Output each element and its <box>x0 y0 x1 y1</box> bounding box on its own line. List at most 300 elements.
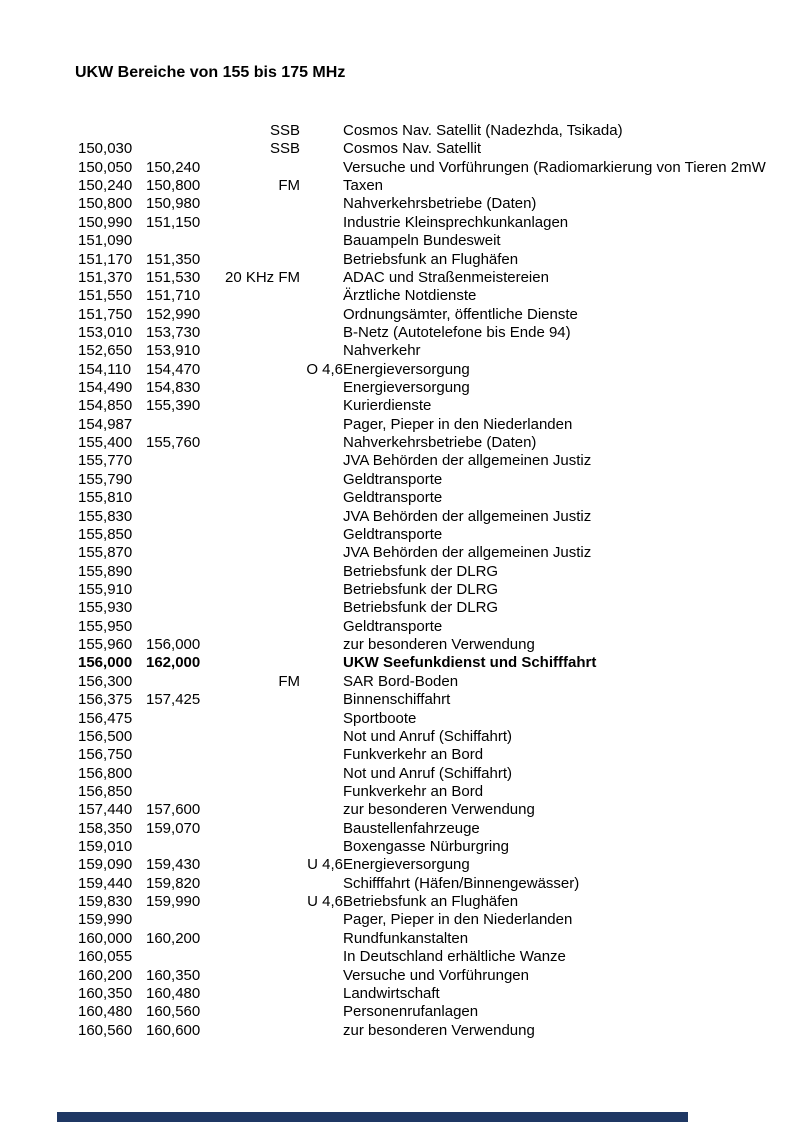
frequency-table <box>78 122 793 1040</box>
description: Bauampeln Bundesweit <box>343 232 501 250</box>
freq-end: 150,980 <box>146 195 201 213</box>
freq-end: 160,600 <box>146 1021 201 1039</box>
mode: 20 KHz FM <box>224 268 300 286</box>
note <box>300 563 343 581</box>
table-row <box>78 251 793 269</box>
note <box>300 342 343 360</box>
description: Geldtransporte <box>343 470 443 488</box>
freq-end: 157,425 <box>146 691 201 709</box>
table-row <box>78 159 793 177</box>
freq-start: 160,000 <box>78 929 133 947</box>
note <box>300 508 343 526</box>
freq-start: 159,440 <box>78 874 133 892</box>
description: Schifffahrt (Häfen/Binnengewässer) <box>343 874 580 892</box>
freq-start: 155,950 <box>78 617 133 635</box>
freq-start: 155,910 <box>78 580 133 598</box>
note <box>300 122 343 140</box>
mode <box>218 563 300 581</box>
freq-end: 151,150 <box>146 213 201 231</box>
table-row <box>78 801 793 819</box>
mode <box>218 765 300 783</box>
note <box>300 783 343 801</box>
description: SAR Bord-Boden <box>343 672 459 690</box>
description: zur besonderen Verwendung <box>343 636 535 654</box>
freq-end: 160,560 <box>146 1003 201 1021</box>
mode: FM <box>278 177 300 195</box>
description: UKW Seefunkdienst und Schifffahrt <box>343 654 597 672</box>
table-row <box>78 618 793 636</box>
table-row <box>78 930 793 948</box>
description: Betriebsfunk der DLRG <box>343 562 499 580</box>
mode <box>218 801 300 819</box>
description: Geldtransporte <box>343 489 443 507</box>
table-row <box>78 838 793 856</box>
freq-end: 155,760 <box>146 434 201 452</box>
mode <box>218 434 300 452</box>
freq-end <box>146 544 218 562</box>
freq-start: 155,890 <box>78 562 133 580</box>
freq-end <box>146 618 218 636</box>
description: Ordnungsämter, öffentliche Dienste <box>343 305 578 323</box>
freq-end <box>146 232 218 250</box>
description: Pager, Pieper in den Niederlanden <box>343 415 573 433</box>
description: B-Netz (Autotelefone bis Ende 94) <box>343 323 571 341</box>
freq-end: 153,730 <box>146 323 201 341</box>
table-row <box>78 287 793 305</box>
table-row <box>78 985 793 1003</box>
mode <box>218 691 300 709</box>
description: Ärztliche Notdienste <box>343 287 477 305</box>
mode <box>218 471 300 489</box>
freq-start: 159,830 <box>78 893 133 911</box>
note <box>300 324 343 342</box>
freq-end: 160,350 <box>146 966 201 984</box>
freq-end <box>146 489 218 507</box>
freq-end <box>146 673 218 691</box>
table-row <box>78 728 793 746</box>
mode <box>218 948 300 966</box>
freq-start: 160,350 <box>78 984 133 1002</box>
freq-start: 156,000 <box>78 654 133 672</box>
description: Versuche und Vorführungen (Radiomarkierung von Tieren 2mW <box>343 158 766 176</box>
freq-end <box>146 765 218 783</box>
table-row <box>78 599 793 617</box>
mode <box>218 287 300 305</box>
freq-end: 156,000 <box>146 636 201 654</box>
freq-start: 155,810 <box>78 489 133 507</box>
mode <box>218 232 300 250</box>
freq-end: 159,070 <box>146 819 201 837</box>
description: Landwirtschaft <box>343 984 440 1002</box>
table-row <box>78 875 793 893</box>
mode <box>218 489 300 507</box>
note <box>300 636 343 654</box>
table-row <box>78 783 793 801</box>
description: Boxengasse Nürburgring <box>343 838 509 856</box>
note <box>300 416 343 434</box>
note <box>300 801 343 819</box>
freq-end: 160,200 <box>146 929 201 947</box>
description: JVA Behörden der allgemeinen Justiz <box>343 544 592 562</box>
note <box>300 618 343 636</box>
freq-end <box>146 599 218 617</box>
note <box>300 710 343 728</box>
freq-end <box>146 471 218 489</box>
freq-start: 150,990 <box>78 213 133 231</box>
freq-start: 158,350 <box>78 819 133 837</box>
freq-start: 155,830 <box>78 507 133 525</box>
description: Betriebsfunk der DLRG <box>343 599 499 617</box>
freq-end <box>146 728 218 746</box>
freq-end <box>146 838 218 856</box>
freq-end: 150,240 <box>146 158 201 176</box>
description: Taxen <box>343 177 384 195</box>
table-row <box>78 856 793 874</box>
note <box>300 269 343 287</box>
table-row <box>78 140 793 158</box>
mode <box>218 544 300 562</box>
freq-start: 156,750 <box>78 746 133 764</box>
freq-start: 156,375 <box>78 691 133 709</box>
note <box>300 691 343 709</box>
table-row <box>78 820 793 838</box>
table-row <box>78 710 793 728</box>
description: ADAC und Straßenmeistereien <box>343 268 549 286</box>
freq-start: 152,650 <box>78 342 133 360</box>
note <box>300 765 343 783</box>
table-row <box>78 948 793 966</box>
note <box>300 379 343 397</box>
table-row <box>78 673 793 691</box>
freq-end <box>146 452 218 470</box>
note <box>300 967 343 985</box>
mode <box>218 159 300 177</box>
footer-bar <box>57 1112 688 1122</box>
freq-start: 159,090 <box>78 856 133 874</box>
description: zur besonderen Verwendung <box>343 801 535 819</box>
freq-start: 150,030 <box>78 140 133 158</box>
note <box>300 452 343 470</box>
freq-start: 155,770 <box>78 452 133 470</box>
note <box>300 599 343 617</box>
table-row <box>78 397 793 415</box>
note <box>300 875 343 893</box>
freq-end: 154,470 <box>146 360 201 378</box>
table-row <box>78 195 793 213</box>
table-row <box>78 177 793 195</box>
freq-start: 151,170 <box>78 250 133 268</box>
description: Energieversorgung <box>343 379 470 397</box>
description: Nahverkehr <box>343 342 421 360</box>
freq-start: 160,480 <box>78 1003 133 1021</box>
description: Nahverkehrsbetriebe (Daten) <box>343 195 537 213</box>
mode <box>218 856 300 874</box>
mode <box>218 581 300 599</box>
note <box>300 654 343 672</box>
mode <box>218 838 300 856</box>
description: JVA Behörden der allgemeinen Justiz <box>343 452 592 470</box>
mode <box>218 985 300 1003</box>
freq-start: 151,550 <box>78 287 133 305</box>
freq-start: 156,800 <box>78 764 133 782</box>
mode <box>218 618 300 636</box>
table-row <box>78 269 793 287</box>
description: Funkverkehr an Bord <box>343 746 484 764</box>
mode <box>218 397 300 415</box>
mode <box>218 911 300 929</box>
freq-end: 151,350 <box>146 250 201 268</box>
table-row <box>78 361 793 379</box>
description: Personenrufanlagen <box>343 1003 479 1021</box>
table-row <box>78 324 793 342</box>
note <box>300 287 343 305</box>
mode <box>218 654 300 672</box>
table-row <box>78 654 793 672</box>
table-row <box>78 434 793 452</box>
freq-start: 157,440 <box>78 801 133 819</box>
note: O 4,6 <box>306 360 343 378</box>
mode <box>218 361 300 379</box>
note <box>300 930 343 948</box>
note <box>300 1022 343 1040</box>
mode <box>218 746 300 764</box>
note <box>300 489 343 507</box>
mode <box>218 324 300 342</box>
freq-end <box>146 526 218 544</box>
table-row <box>78 214 793 232</box>
note <box>300 232 343 250</box>
note <box>300 526 343 544</box>
freq-end <box>146 416 218 434</box>
description: Pager, Pieper in den Niederlanden <box>343 911 573 929</box>
description: Binnenschiffahrt <box>343 691 451 709</box>
note <box>300 397 343 415</box>
table-row <box>78 1022 793 1040</box>
mode <box>218 1022 300 1040</box>
mode <box>218 195 300 213</box>
freq-end: 152,990 <box>146 305 201 323</box>
note <box>300 820 343 838</box>
mode <box>218 820 300 838</box>
table-row <box>78 379 793 397</box>
description: Not und Anruf (Schiffahrt) <box>343 727 512 745</box>
note <box>300 214 343 232</box>
freq-start: 154,850 <box>78 397 133 415</box>
freq-end: 157,600 <box>146 801 201 819</box>
description: Energieversorgung <box>343 856 470 874</box>
mode <box>218 526 300 544</box>
freq-end: 160,480 <box>146 984 201 1002</box>
table-row <box>78 342 793 360</box>
freq-end: 159,990 <box>146 893 201 911</box>
freq-start: 155,930 <box>78 599 133 617</box>
description: Versuche und Vorführungen <box>343 966 529 984</box>
table-row <box>78 563 793 581</box>
freq-start: 160,055 <box>78 948 133 966</box>
freq-start: 160,200 <box>78 966 133 984</box>
freq-end: 162,000 <box>146 654 201 672</box>
mode: FM <box>278 672 300 690</box>
table-row <box>78 544 793 562</box>
description: Cosmos Nav. Satellit <box>343 140 482 158</box>
freq-end <box>146 948 218 966</box>
mode <box>218 967 300 985</box>
table-row <box>78 232 793 250</box>
table-row <box>78 765 793 783</box>
note <box>300 177 343 195</box>
table-row <box>78 911 793 929</box>
table-row <box>78 636 793 654</box>
note <box>300 434 343 452</box>
freq-start: 150,050 <box>78 158 133 176</box>
mode <box>218 893 300 911</box>
table-row <box>78 1003 793 1021</box>
note <box>300 673 343 691</box>
freq-start: 155,850 <box>78 525 133 543</box>
table-row <box>78 967 793 985</box>
mode <box>218 379 300 397</box>
mode: SSB <box>269 140 300 158</box>
freq-end <box>146 140 218 158</box>
freq-end: 154,830 <box>146 379 201 397</box>
table-row <box>78 416 793 434</box>
description: JVA Behörden der allgemeinen Justiz <box>343 507 592 525</box>
mode: SSB <box>269 122 300 139</box>
freq-start: 156,500 <box>78 727 133 745</box>
description: Industrie Kleinsprechkunkanlagen <box>343 213 569 231</box>
table-row <box>78 746 793 764</box>
description: Geldtransporte <box>343 525 443 543</box>
note <box>300 581 343 599</box>
note <box>300 140 343 158</box>
note <box>300 911 343 929</box>
table-row <box>78 452 793 470</box>
note <box>300 159 343 177</box>
freq-end <box>146 746 218 764</box>
description: Not und Anruf (Schiffahrt) <box>343 764 512 782</box>
table-row <box>78 691 793 709</box>
freq-end: 153,910 <box>146 342 201 360</box>
note <box>300 1003 343 1021</box>
freq-end <box>146 122 218 140</box>
freq-start: 156,850 <box>78 782 133 800</box>
note <box>300 838 343 856</box>
freq-start: 159,990 <box>78 911 133 929</box>
freq-start: 155,790 <box>78 470 133 488</box>
freq-start: 160,560 <box>78 1021 133 1039</box>
mode <box>218 875 300 893</box>
description: Nahverkehrsbetriebe (Daten) <box>343 434 537 452</box>
freq-end: 151,530 <box>146 268 201 286</box>
description: Betriebsfunk an Flughäfen <box>343 250 519 268</box>
mode <box>218 710 300 728</box>
freq-start: 156,475 <box>78 709 133 727</box>
freq-start: 156,300 <box>78 672 133 690</box>
mode <box>218 306 300 324</box>
table-row <box>78 581 793 599</box>
description: Funkverkehr an Bord <box>343 782 484 800</box>
description: In Deutschland erhältliche Wanze <box>343 948 566 966</box>
description: Kurierdienste <box>343 397 432 415</box>
freq-start: 154,987 <box>78 415 133 433</box>
note: U 4,6 <box>307 856 343 874</box>
description: Betriebsfunk der DLRG <box>343 580 499 598</box>
table-row <box>78 471 793 489</box>
description: Geldtransporte <box>343 617 443 635</box>
mode <box>218 783 300 801</box>
freq-start <box>78 122 146 140</box>
freq-start: 150,240 <box>78 177 133 195</box>
note <box>300 985 343 1003</box>
page-title: UKW Bereiche von 155 bis 175 MHz <box>75 64 346 81</box>
table-row <box>78 306 793 324</box>
mode <box>218 930 300 948</box>
note: U 4,6 <box>307 893 343 911</box>
note <box>300 471 343 489</box>
table-row <box>78 893 793 911</box>
freq-end <box>146 563 218 581</box>
mode <box>218 214 300 232</box>
freq-start: 154,490 <box>78 379 133 397</box>
note <box>300 306 343 324</box>
freq-end: 159,430 <box>146 856 201 874</box>
freq-end: 151,710 <box>146 287 201 305</box>
mode <box>218 452 300 470</box>
mode <box>218 599 300 617</box>
table-row <box>78 122 793 140</box>
freq-start: 150,800 <box>78 195 133 213</box>
freq-start: 155,870 <box>78 544 133 562</box>
freq-end: 150,800 <box>146 177 201 195</box>
mode <box>218 342 300 360</box>
description: Baustellenfahrzeuge <box>343 819 480 837</box>
freq-end <box>146 508 218 526</box>
freq-start: 153,010 <box>78 323 133 341</box>
mode <box>218 728 300 746</box>
mode <box>218 508 300 526</box>
table-row <box>78 508 793 526</box>
mode <box>218 251 300 269</box>
freq-end <box>146 911 218 929</box>
note <box>300 746 343 764</box>
description: Rundfunkanstalten <box>343 929 469 947</box>
freq-start: 151,370 <box>78 268 133 286</box>
freq-start: 159,010 <box>78 838 133 856</box>
note <box>300 948 343 966</box>
note <box>300 195 343 213</box>
description: Energieversorgung <box>343 360 470 378</box>
table-row <box>78 526 793 544</box>
description: Sportboote <box>343 709 417 727</box>
freq-end: 155,390 <box>146 397 201 415</box>
freq-end <box>146 710 218 728</box>
freq-end: 159,820 <box>146 874 201 892</box>
mode <box>218 1003 300 1021</box>
description: zur besonderen Verwendung <box>343 1021 535 1039</box>
freq-start: 151,090 <box>78 232 133 250</box>
freq-start: 155,400 <box>78 434 133 452</box>
note <box>300 251 343 269</box>
table-row <box>78 489 793 507</box>
freq-start: 154,110 <box>78 360 132 378</box>
freq-start: 151,750 <box>78 305 133 323</box>
mode <box>218 636 300 654</box>
description: Betriebsfunk an Flughäfen <box>343 893 519 911</box>
freq-start: 155,960 <box>78 636 133 654</box>
note <box>300 544 343 562</box>
description: Cosmos Nav. Satellit (Nadezhda, Tsikada) <box>343 122 623 139</box>
mode <box>218 416 300 434</box>
